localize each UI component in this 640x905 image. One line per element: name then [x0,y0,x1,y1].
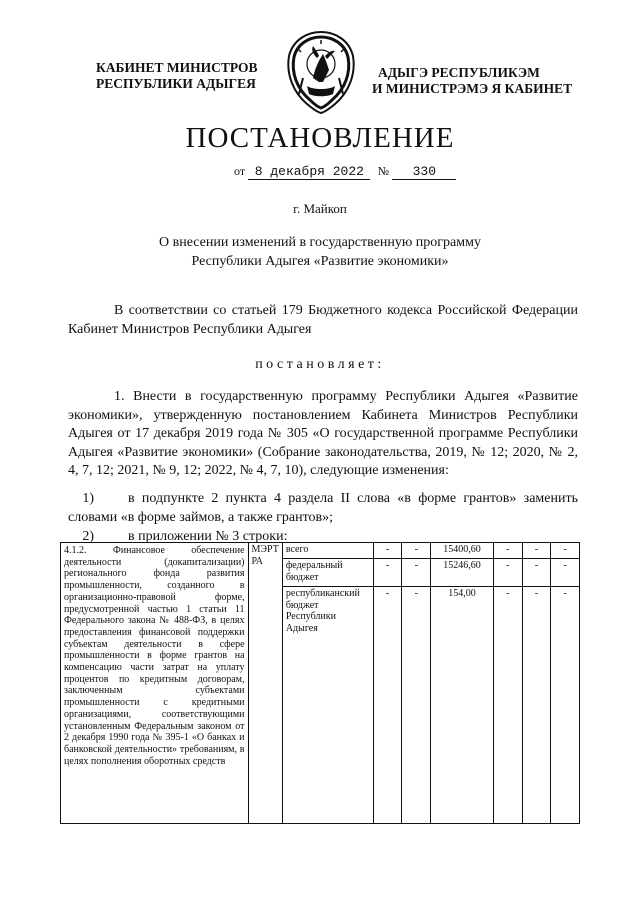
header-right-line-1: АДЫГЭ РЕСПУБЛИКЭМ [378,65,540,80]
subclause-2-number: 2) [82,529,94,544]
table-cell: - [493,587,522,824]
funding-table [60,542,580,824]
header-right-line-2: И МИНИСТРЭМЭ Я КАБИНЕТ [372,81,573,96]
header-left-line-2: РЕСПУБЛИКИ АДЫГЕЯ [96,76,256,91]
table-cell: - [402,559,431,587]
table-cell: 154,00 [431,587,494,824]
date-value: 8 декабря 2022 [248,164,370,180]
header-left [96,60,258,92]
table-executor: МЭРТ РА [248,543,282,824]
table-cell: - [551,559,580,587]
coat-of-arms-icon [283,28,359,114]
table-cell: - [373,543,402,559]
table-cell: - [522,587,551,824]
document-title: ПОСТАНОВЛЕНИЕ [185,122,455,154]
table-source: республиканский бюджет Республики Адыгея [282,587,373,824]
subclause-2-text: в приложении № 3 строки: [128,529,288,544]
table-cell: - [522,543,551,559]
table-source: всего [282,543,373,559]
subclause-1 [68,490,578,527]
date-prefix: от [234,164,246,178]
table-cell: - [402,543,431,559]
table-cell: - [522,559,551,587]
table-cell: - [373,587,402,824]
table-cell: 15246,60 [431,559,494,587]
table-source: федеральный бюджет [282,559,373,587]
preamble: В соответствии со статьей 179 Бюджетного кодекса Российской Федерации Кабинет Министров Республики Адыгея [68,303,578,337]
header-right [372,65,572,97]
table-cell: - [493,559,522,587]
city: г. Майкоп [293,201,347,216]
document-subject [0,233,640,271]
table-cell: 15400,60 [431,543,494,559]
table-cell: - [551,587,580,824]
subject-line-2: Республики Адыгея «Развитие экономики» [191,254,449,269]
subclause-1-number: 1) [82,491,94,506]
table-description: 4.1.2. Финансовое обеспечение деятельности (докапитализации) регионального фонда развития промышленности, созданного в организационно-правовой форме, предусмотренной частью 1 статьи 11 Федерального закона № 488-ФЗ, в целях предоставления финансовой поддержки субъектам деятельности в сфере промышленности в форме грантов на компенсацию части затрат на уплату процентов по кредитным договорам, заключенным субъектами промышленности с кредитными организациями, соответствующими установленным Федеральным законом от 2 декабря 1990 года № 395-1 «О банках и банковской деятельности» требованиям, в целях пополнения оборотных средств [61,543,249,824]
clause-1: 1. Внести в государственную программу Республики Адыгея «Развитие экономики», утвержденную постановлением Кабинета Министров Республики Адыгея от 17 декабря 2019 года № 305 «О государственной программе Республики Адыгея «Развитие экономики» (Собрание законодательства, 2019, № 12; 2020, № 2, 4, 7, 12; 2021, № 9, 12; 2022, № 4, 7, 10), следующие изменения: [68,389,578,478]
table-cell: - [373,559,402,587]
number-value: 330 [392,164,456,180]
subclause-1-text: в подпункте 2 пункта 4 раздела II слова «в форме грантов» заменить словами «в форме займов, а также грантов»; [68,491,578,525]
table-cell: - [493,543,522,559]
subject-line-1: О внесении изменений в государственную программу [159,235,481,250]
decree-word: постановляет: [255,357,385,372]
header-left-line-1: КАБИНЕТ МИНИСТРОВ [96,60,258,75]
table-cell: - [402,587,431,824]
number-prefix: № [377,164,390,178]
date-number-line [234,163,456,180]
table-cell: - [551,543,580,559]
